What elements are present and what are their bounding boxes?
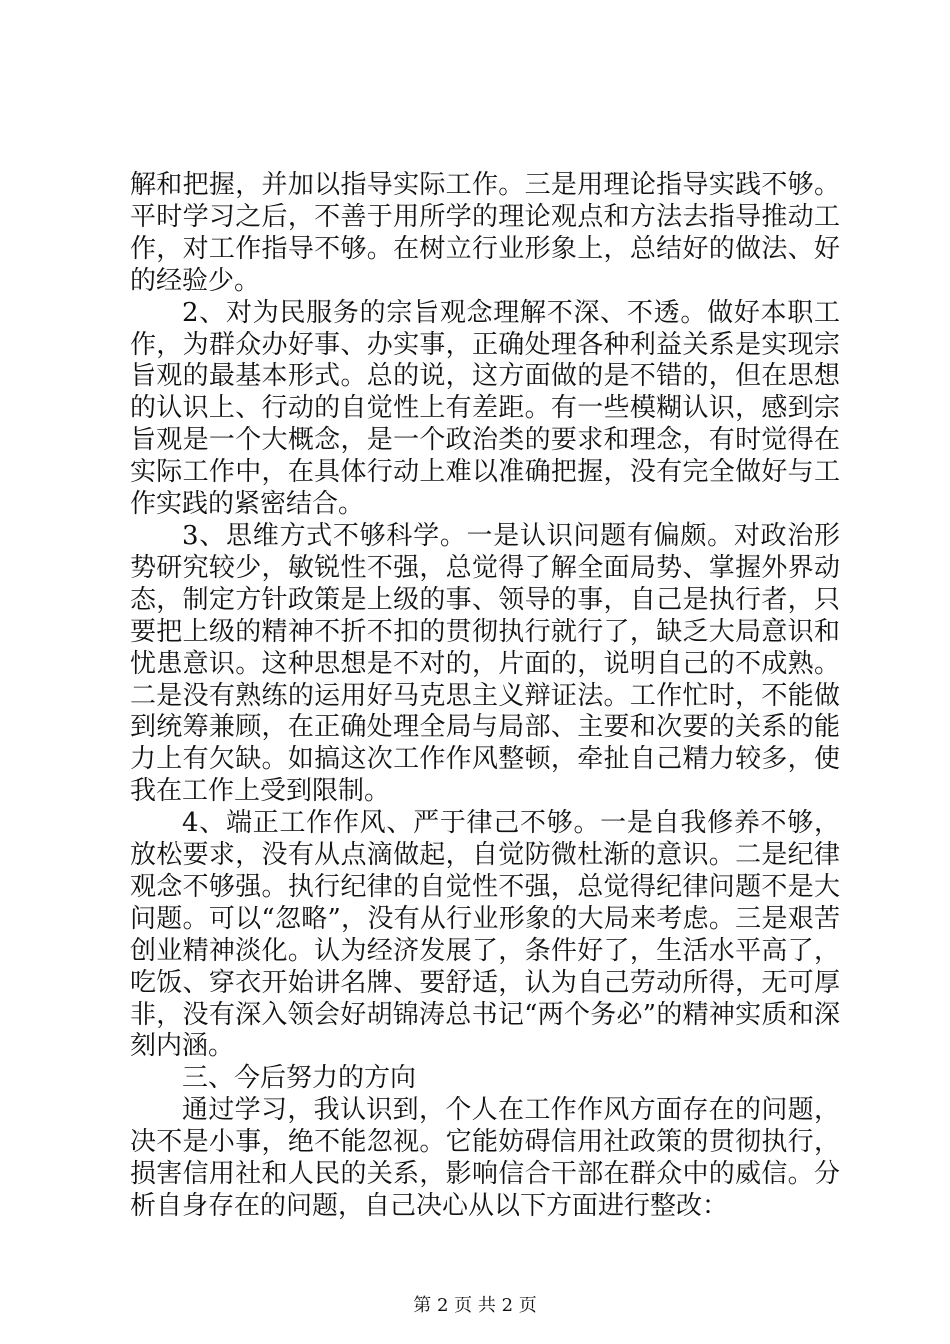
paragraph-continuation: 解和把握，并加以指导实际工作。三是用理论指导实践不够。平时学习之后，不善于用所学的理论观点和方法去指导推动工作，对工作指导不够。在树立行业形象上，总结好的做法、好的经验少。 [130,170,840,296]
paragraph-item-4: 4、端正工作作风、严于律己不够。一是自我修养不够，放松要求，没有从点滴做起，自觉防微杜渐的意识。二是纪律观念不够强。执行纪律的自觉性不强，总觉得纪律问题不是大问题。可以“忽略”，没有从行业形象的大局来考虑。三是艰苦创业精神淡化。认为经济发展了，条件好了，生活水平高了，吃饭、穿衣开始讲名牌、要舒适，认为自己劳动所得，无可厚非，没有深入领会好胡锦涛总书记“两个务必”的精神实质和深刻内涵。 [130,808,840,1062]
section-heading: 三、今后努力的方向 [182,1063,417,1094]
document-body [130,170,840,1223]
paragraph-item-2: 2、对为民服务的宗旨观念理解不深、不透。做好本职工作，为群众办好事、办实事，正确处理各种利益关系是实现宗旨观的最基本形式。总的说，这方面做的是不错的，但在思想的认识上、行动的自觉性上有差距。有一些模糊认识，感到宗旨观是一个大概念，是一个政治类的要求和理念，有时觉得在实际工作中，在具体行动上难以准确把握，没有完全做好与工作实践的紧密结合。 [130,297,840,520]
paragraph-item-3: 3、思维方式不够科学。一是认识问题有偏颇。对政治形势研究较少，敏锐性不强，总觉得了解全面局势、掌握外界动态，制定方针政策是上级的事、领导的事，自己是执行者，只要把上级的精神不折不扣的贯彻执行就行了，缺乏大局意识和忧患意识。这种思想是不对的，片面的，说明自己的不成熟。二是没有熟练的运用好马克思主义辩证法。工作忙时，不能做到统筹兼顾，在正确处理全局与局部、主要和次要的关系的能力上有欠缺。如搞这次工作作风整顿，牵扯自己精力较多，使我在工作上受到限制。 [130,520,840,807]
page-footer: 第 2 页 共 2 页 [413,1295,537,1316]
paragraph-conclusion: 通过学习，我认识到，个人在工作作风方面存在的问题，决不是小事，绝不能忽视。它能妨碍信用社政策的贯彻执行，损害信用社和人民的关系，影响信合干部在群众中的威信。分析自身存在的问题，自己决心从以下方面进行整改： [130,1095,840,1221]
